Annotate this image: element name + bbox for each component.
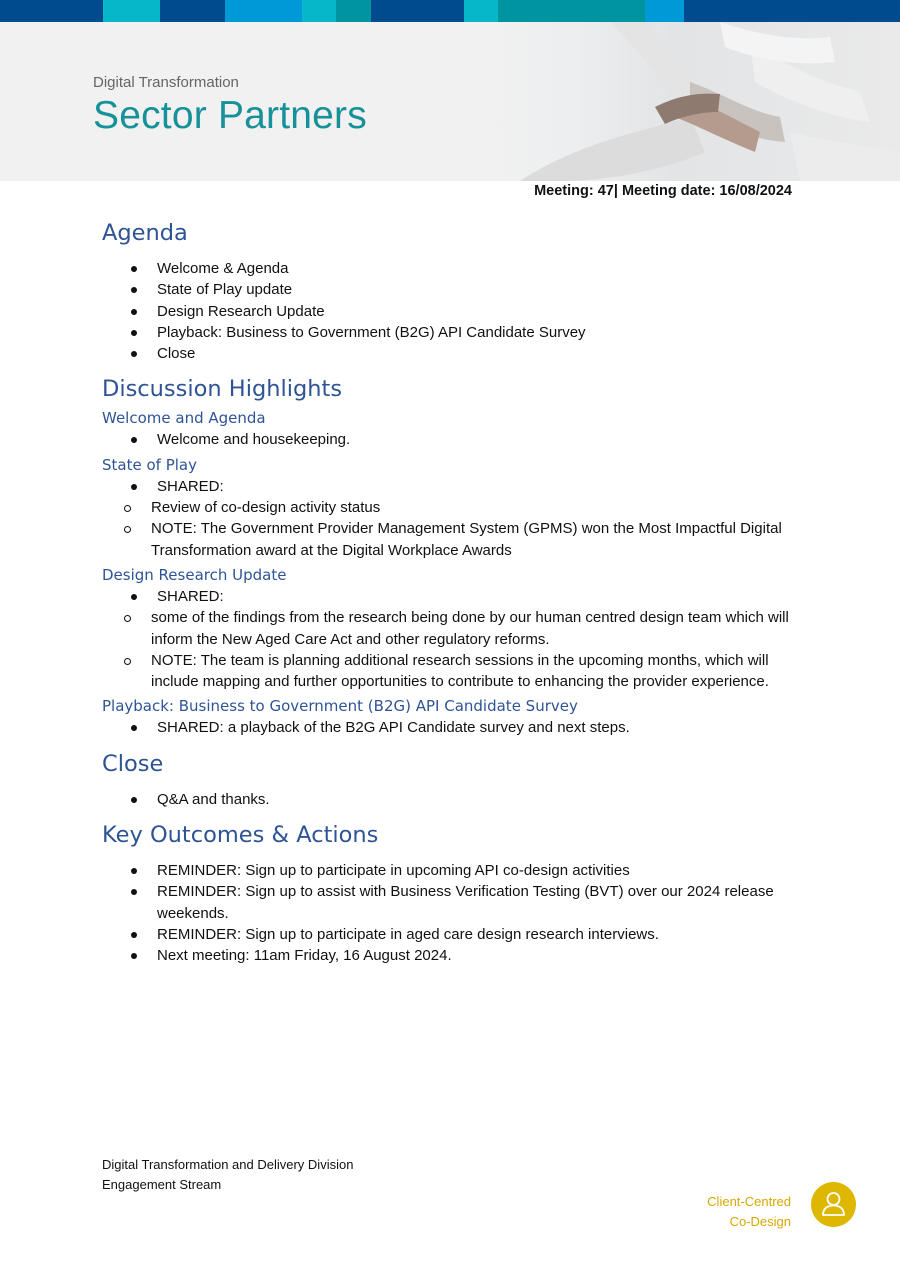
document-body	[102, 216, 802, 967]
color-segment	[103, 0, 160, 22]
state-of-play-list	[102, 476, 802, 561]
list-item: REMINDER: Sign up to participate in upcoming API co-design activities	[102, 860, 802, 881]
list-item: Design Research Update	[102, 301, 802, 322]
brand-text	[707, 1192, 791, 1231]
color-segment	[498, 0, 645, 22]
header-banner	[0, 22, 900, 181]
color-segment	[0, 0, 103, 22]
list-item: REMINDER: Sign up to participate in aged care design research interviews.	[102, 924, 802, 945]
discussion-heading: Discussion Highlights	[102, 376, 343, 403]
page-subtitle: Digital Transformation	[93, 74, 239, 91]
close-heading: Close	[102, 750, 164, 777]
list-item: Playback: Business to Government (B2G) API Candidate Survey	[102, 322, 802, 343]
list-item: Close	[102, 343, 802, 364]
playback-list	[102, 717, 802, 738]
list-item: Welcome & Agenda	[102, 258, 802, 279]
stream-name: Engagement Stream	[102, 1176, 222, 1192]
list-item: REMINDER: Sign up to assist with Business Verification Testing (BVT) over our 2024 release weekends.	[102, 881, 802, 924]
color-segment	[160, 0, 225, 22]
user-icon	[811, 1182, 856, 1227]
brand-line-1: Client-Centred	[707, 1194, 791, 1209]
sub-list-item: NOTE: The Government Provider Management System (GPMS) won the Most Impactful Digital Transformation award at the Digital Workplace Awards	[102, 518, 802, 561]
brand-badge	[811, 1182, 856, 1227]
sub-list-item: NOTE: The team is planning additional research sessions in the upcoming months, which will include mapping and further opportunities to contribute to enhancing the provider experience.	[102, 650, 802, 693]
welcome-subheading: Welcome and Agenda	[102, 409, 266, 428]
close-list	[102, 789, 802, 810]
list-item: State of Play update	[102, 279, 802, 300]
agenda-heading: Agenda	[102, 220, 188, 246]
design-research-subheading: Design Research Update	[102, 565, 287, 584]
color-segment	[645, 0, 684, 22]
color-segment	[225, 0, 302, 22]
list-item: SHARED:	[102, 476, 802, 497]
welcome-list	[102, 429, 802, 450]
division-name: Digital Transformation and Delivery Division	[102, 1157, 354, 1172]
list-item: Welcome and housekeeping.	[102, 429, 802, 450]
outcomes-heading: Key Outcomes & Actions	[102, 822, 379, 849]
hands-together-image	[490, 22, 900, 181]
sub-list-item: some of the findings from the research being done by our human centred design team which will inform the New Aged Care Act and other regulatory reforms.	[102, 607, 802, 650]
state-of-play-subheading: State of Play	[102, 455, 197, 474]
color-segment	[684, 0, 900, 22]
color-segment	[371, 0, 464, 22]
page-title: Sector Partners	[93, 94, 367, 137]
list-item: SHARED:	[102, 586, 802, 607]
sub-list-item: Review of co-design activity status	[102, 497, 802, 518]
list-item: Q&A and thanks.	[102, 789, 802, 810]
playback-subheading: Playback: Business to Government (B2G) API Candidate Survey	[102, 697, 578, 716]
color-segment	[336, 0, 371, 22]
outcomes-list	[102, 860, 802, 966]
color-segment	[302, 0, 336, 22]
footer-division	[102, 1155, 353, 1194]
list-item: Next meeting: 11am Friday, 16 August 2024.	[102, 945, 802, 966]
agenda-list	[102, 258, 802, 364]
brand-line-2: Co-Design	[729, 1213, 791, 1229]
meeting-info: Meeting: 47| Meeting date: 16/08/2024	[534, 183, 792, 199]
color-segment	[464, 0, 498, 22]
list-item: SHARED: a playback of the B2G API Candidate survey and next steps.	[102, 717, 802, 738]
top-color-bar	[0, 0, 900, 22]
design-research-list	[102, 586, 802, 692]
